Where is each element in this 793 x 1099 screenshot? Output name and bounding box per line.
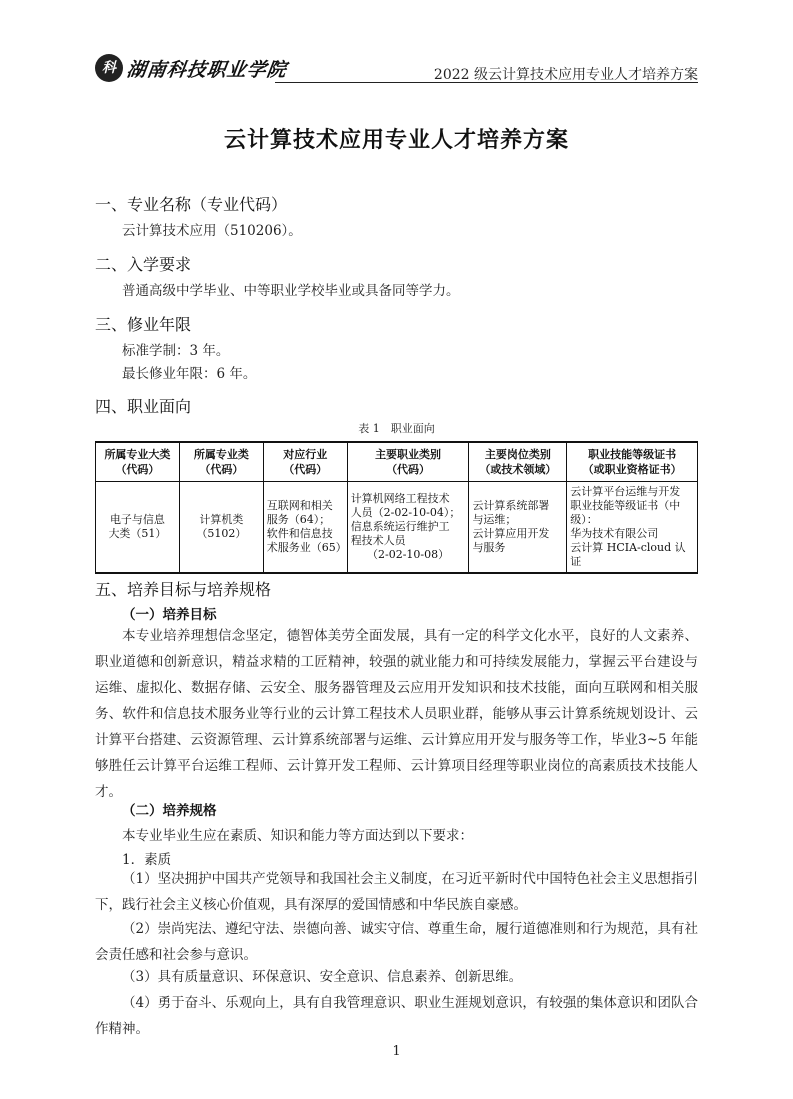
subsection-goal-heading: （一）培养目标 — [122, 607, 217, 623]
document-title: 云计算技术应用专业人才培养方案 — [223, 127, 569, 153]
cell-position: 云计算系统部署 与运维； 云计算应用开发 与服务 — [469, 482, 567, 574]
quality-item-3: （3）具有质量意识、环保意识、安全意识、信息素养、创新思维。 — [122, 969, 523, 985]
subsection-spec-heading: （二）培养规格 — [122, 803, 217, 819]
header-industry: 对应行业 （代码） — [263, 442, 347, 482]
header-major-class: 所属专业类 （代码） — [179, 442, 263, 482]
table-row — [96, 482, 698, 574]
section-3-heading: 三、修业年限 — [95, 315, 192, 334]
quality-item-4: （4）勇于奋斗、乐观向上，具有自我管理意识、职业生涯规划意识，有较强的集体意识和团队合作精神。 — [95, 995, 698, 1037]
quality-item-2: （2）崇尚宪法、遵纪守法、崇德向善、诚实守信、尊重生命，履行道德准则和行为规范，具有社会责任感和社会参与意识。 — [95, 921, 698, 963]
running-header-title: 2022 级云计算技术应用专业人才培养方案 — [433, 67, 698, 83]
quality-heading: 1．素质 — [122, 852, 172, 868]
section-2-body: 普通高级中学毕业、中等职业学校毕业或具备同等学力。 — [122, 283, 460, 299]
header-position: 主要岗位类别 （或技术领域） — [469, 442, 567, 482]
page-number: 1 — [392, 1044, 401, 1059]
header-rule — [275, 82, 698, 83]
cell-major-class: 计算机类 （5102） — [179, 482, 263, 574]
table-caption: 表 1 职业面向 — [358, 422, 435, 435]
school-name-logo: 湖南科技职业学院 — [125, 58, 289, 81]
header-occupation: 主要职业类别 （代码） — [347, 442, 469, 482]
header-certificate: 职业技能等级证书 （或职业资格证书） — [567, 442, 698, 482]
section-3-line-2: 最长修业年限：6 年。 — [122, 366, 257, 382]
goal-paragraph: 本专业培养理想信念坚定，德智体美劳全面发展，具有一定的科学文化水平，良好的人文素养、职业道德和创新意识，精益求精的工匠精神，较强的就业能力和可持续发展能力，掌握云平台建设与运维、虚拟化、数据存储、云安全、服务器管理及云应用开发知识和技术技能，面向互联网和相关服务、软件和信息技术服务业等行业的云计算工程技术人员职业群，能够从事云计算系统规划设计、云计算平台搭建、云资源管理、云计算系统部署与运维、云计算应用开发与服务等工作，毕业3~5 年能够胜任云计算平台运维工程师、云计算开发工程师、云计算项目经理等职业岗位的高素质技术技能人才。 — [95, 628, 698, 800]
occupation-table — [95, 441, 698, 574]
section-1-body: 云计算技术应用（510206）。 — [122, 223, 302, 239]
section-5-heading: 五、培养目标与培养规格 — [95, 580, 272, 599]
cell-certificate: 云计算平台运维与开发 职业技能等级证书（中 级）： 华为技术有限公司 云计算 HCIA-cloud 认证 — [567, 482, 698, 574]
page-header — [95, 56, 698, 84]
section-2-heading: 二、入学要求 — [95, 255, 192, 274]
section-1-heading: 一、专业名称（专业代码） — [95, 195, 288, 214]
section-4-heading: 四、职业面向 — [95, 397, 192, 416]
school-logo — [95, 54, 287, 82]
cell-major-category: 电子与信息 大类（51） — [96, 482, 180, 574]
quality-item-1: （1）坚决拥护中国共产党领导和我国社会主义制度，在习近平新时代中国特色社会主义思想指引下，践行社会主义核心价值观，具有深厚的爱国情感和中华民族自豪感。 — [95, 871, 698, 913]
table-header-row — [96, 442, 698, 482]
school-seal-icon: 科 — [95, 54, 123, 82]
header-major-category: 所属专业大类 （代码） — [96, 442, 180, 482]
spec-intro: 本专业毕业生应在素质、知识和能力等方面达到以下要求： — [122, 828, 473, 844]
section-3-line-1: 标准学制：3 年。 — [122, 343, 230, 359]
cell-occupation: 计算机网络工程技术 人员（2-02-10-04）； 信息系统运行维护工 程技术人员 （2-02-10-08） — [347, 482, 469, 574]
cell-industry: 互联网和相关 服务（64）； 软件和信息技 术服务业（65） — [263, 482, 347, 574]
